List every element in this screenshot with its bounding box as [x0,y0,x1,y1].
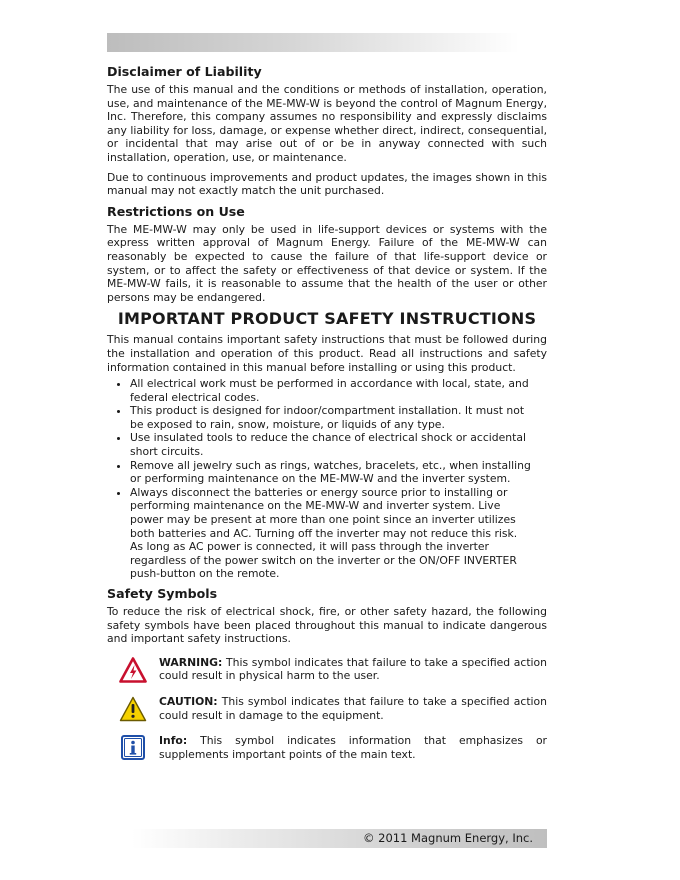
warning-text: This symbol indicates that failure to take a specified action could result in physical harm to the user. [159,655,547,683]
list-item: • Use insulated tools to reduce the chance of electrical shock or accidental short circuits. [130,431,547,458]
info-icon [121,735,145,760]
warning-symbol-row [107,656,547,683]
list-item: • All electrical work must be performed in accordance with local, state, and federal electrical codes. [130,377,547,404]
safety-instructions-heading: IMPORTANT PRODUCT SAFETY INSTRUCTIONS [117,309,537,329]
footer-bar [132,829,547,848]
safety-symbols-intro: To reduce the risk of electrical shock, fire, or other safety hazard, the following safety symbols have been placed throughout this manual to indicate dangerous and important safety instructions. [107,605,547,646]
caution-description [159,695,547,722]
warning-description [159,656,547,683]
info-symbol-row [107,734,547,761]
images-note-paragraph: Due to continuous improvements and product updates, the images shown in this manual may not exactly match the unit purchased. [107,170,547,198]
header-bar [107,33,519,52]
caution-text: This symbol indicates that failure to take a specified action could result in damage to the equipment. [159,694,547,722]
copyright-text: © 2011 Magnum Energy, Inc. [362,831,533,845]
list-item: • Remove all jewelry such as rings, watches, bracelets, etc., when installing or performing maintenance on the ME-MW-W and the inverter system. [130,459,547,486]
disclaimer-paragraph: The use of this manual and the conditions or methods of installation, operation, use, and maintenance of the ME-MW-W is beyond the control of Magnum Energy, Inc. Therefore, this company assumes no responsibility and expressly disclaims any liability for loss, damage, or expense whether direct, indirect, consequential, or incidental that may arise out of or be in anyway connected with such installation, operation, use, or maintenance. [107,83,547,164]
caution-symbol-row [107,695,547,722]
list-item: • Always disconnect the batteries or energy source prior to installing or performing maintenance on the ME-MW-W and inverter system. Live power may be present at more than one point since an inverter utilizes both batteries and AC. Turning off the inverter may not reduce this risk. As long as AC power is connected, it will pass through the inverter regardless of the power switch on the inverter or the ON/OFF INVERTER push-button on the remote. [130,486,547,581]
info-text: This symbol indicates information that emphasizes or supplements important points of the main text. [159,734,547,761]
caution-icon [119,696,147,722]
info-label: Info: [159,734,188,748]
list-item: • This product is designed for indoor/compartment installation. It must not be exposed to rain, snow, moisture, or liquids of any type. [130,404,547,431]
page-content [107,64,547,773]
info-description [159,734,547,761]
restrictions-heading: Restrictions on Use [107,203,245,219]
restrictions-paragraph: The ME-MW-W may only be used in life-support devices or systems with the express written approval of Magnum Energy. Failure of the ME-MW-W can reasonably be expected to cause the failure of that life-support device or system, or to affect the safety or effectiveness of that device or system. If the ME-MW-W fails, it is reasonable to assume that the health of the user or other persons may be endangered. [107,222,547,304]
disclaimer-heading: Disclaimer of Liability [107,64,262,79]
safety-symbols-heading: Safety Symbols [107,586,218,601]
safety-intro-paragraph: This manual contains important safety instructions that must be followed during the installation and operation of this product. Read all instructions and safety information contained in this manual before installing or using this product. [107,333,547,374]
safety-bullet-list [107,377,547,581]
electrical-hazard-warning-icon [119,657,147,683]
caution-label: CAUTION: [159,694,218,708]
warning-label: WARNING: [159,655,223,669]
